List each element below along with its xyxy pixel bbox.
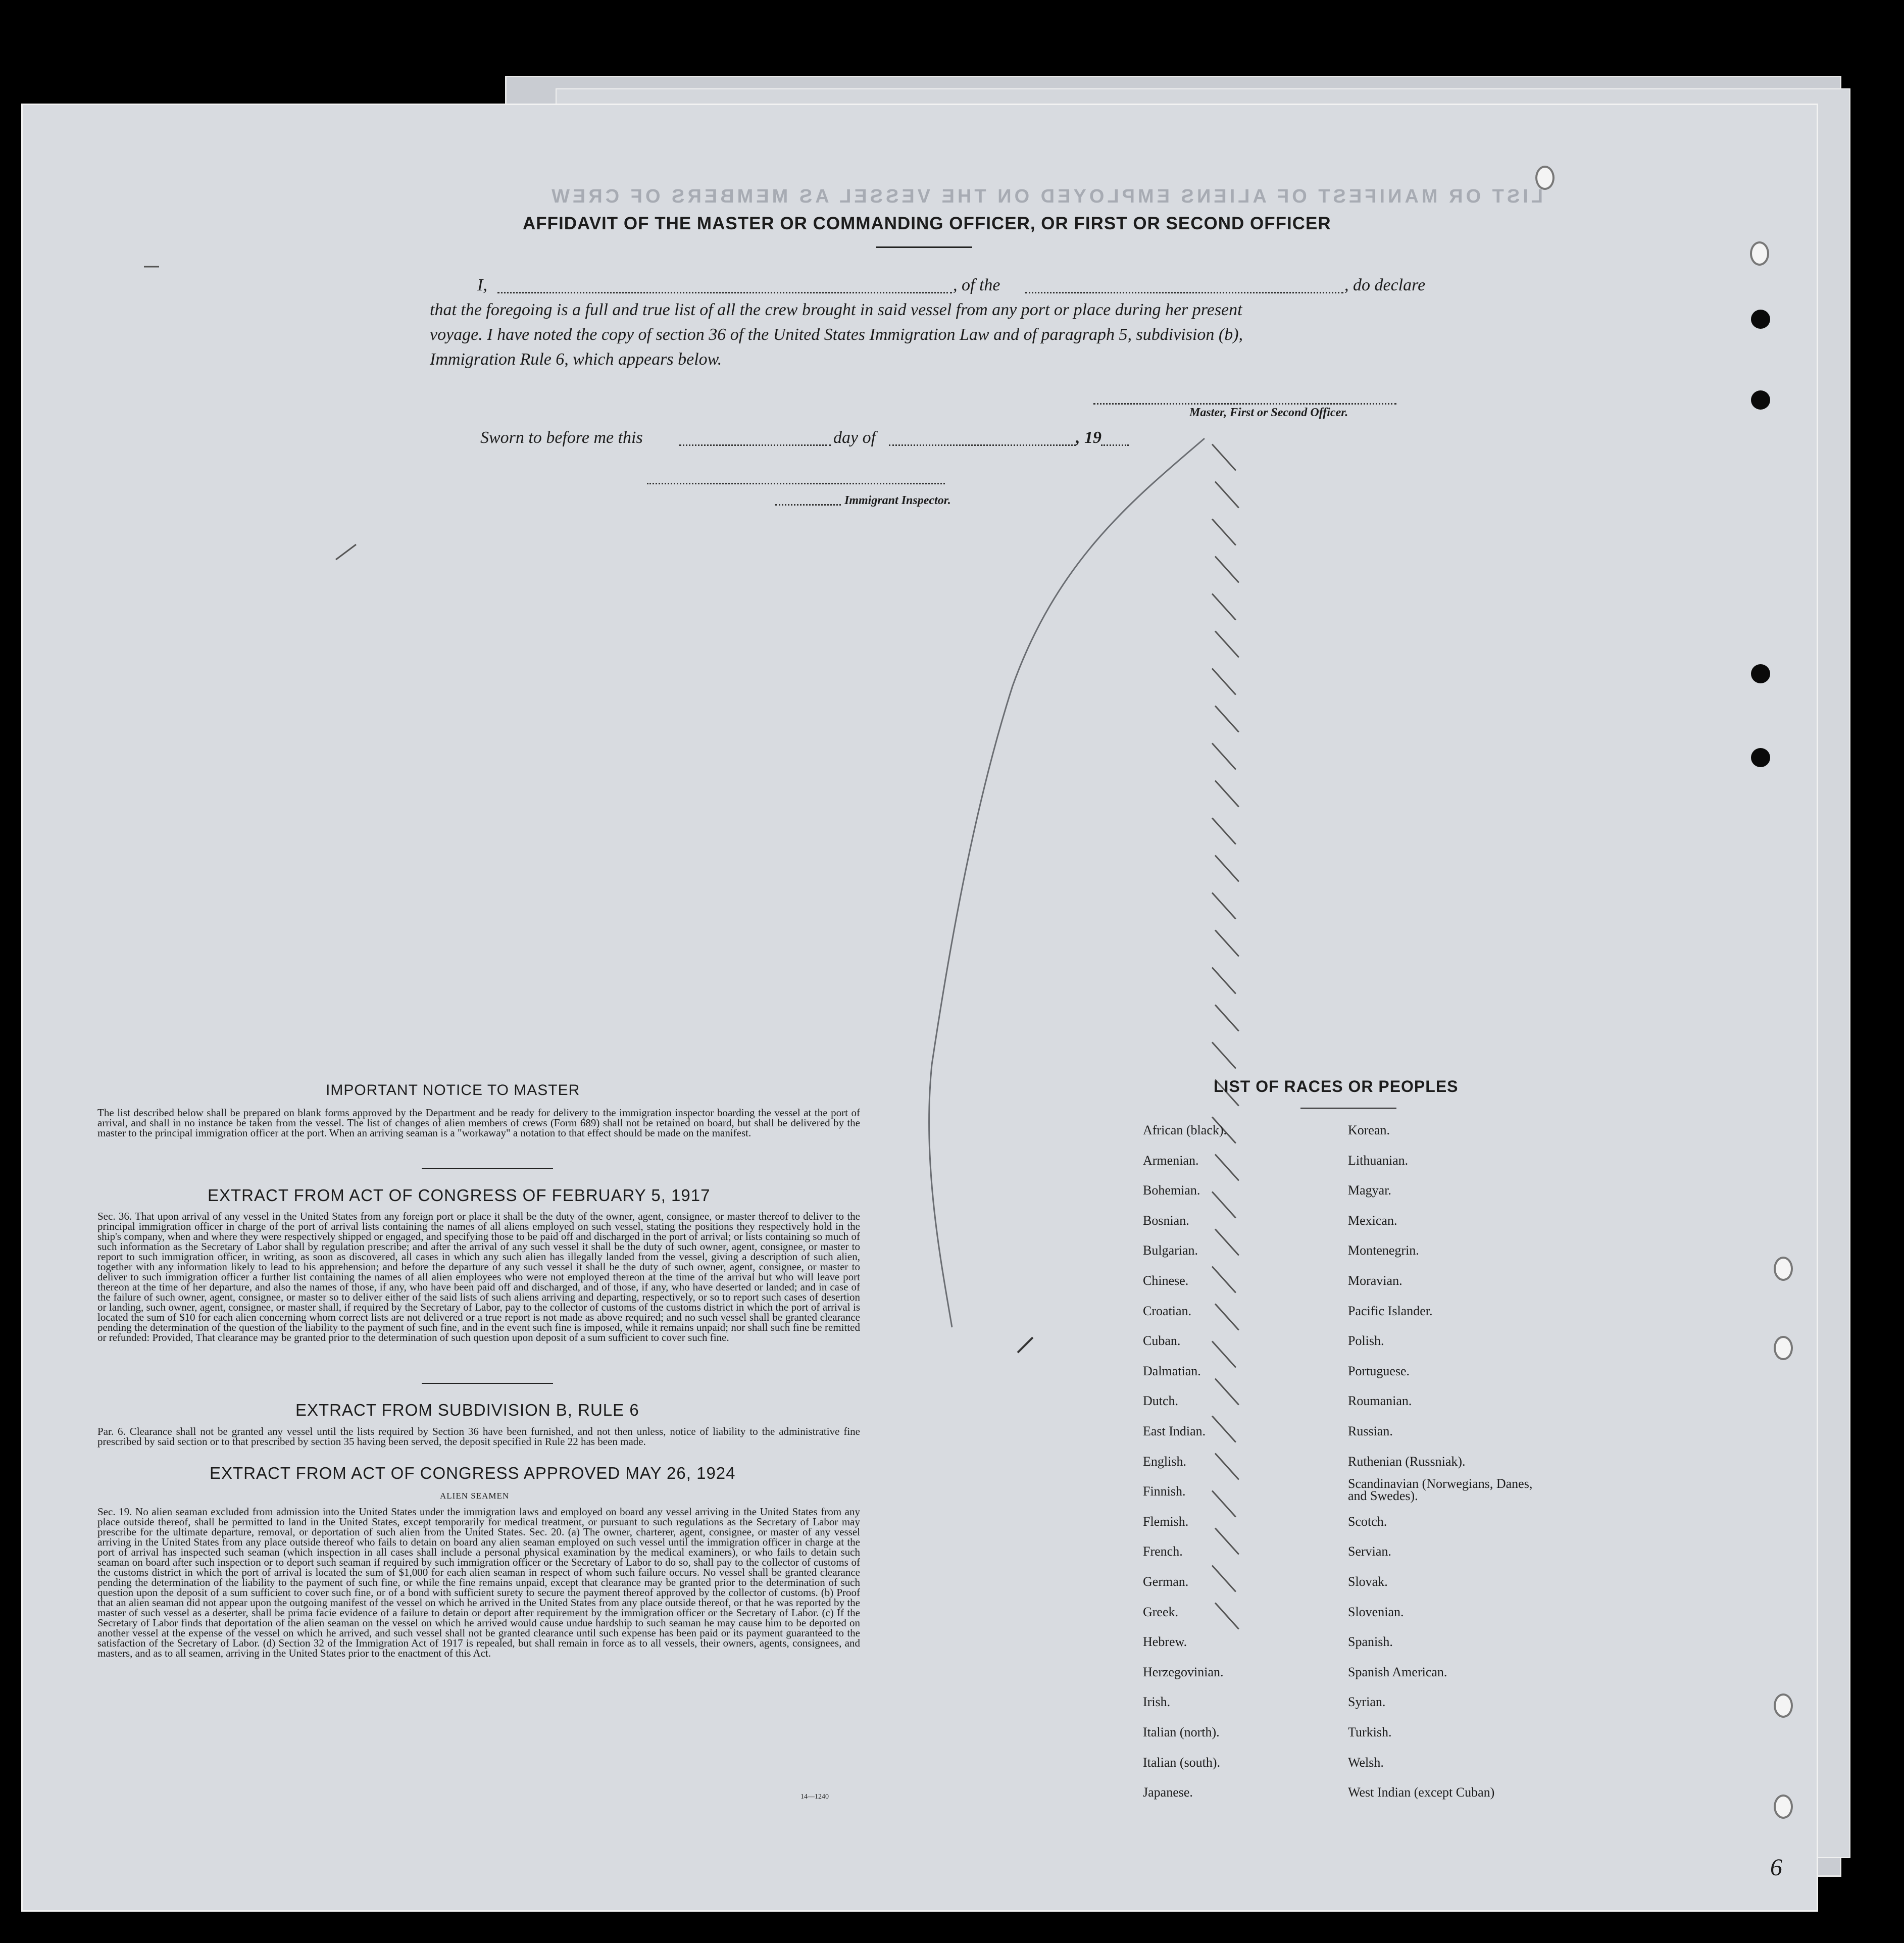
race-item: Moravian. (1348, 1273, 1402, 1288)
divider (422, 1168, 553, 1169)
race-item: Portuguese. (1348, 1363, 1410, 1378)
race-item: Russian. (1348, 1424, 1393, 1438)
race-item: Spanish American. (1348, 1664, 1447, 1679)
day-of-text: day of (833, 428, 876, 447)
race-item: French. (1143, 1544, 1183, 1559)
race-item: Syrian. (1348, 1695, 1386, 1710)
extract3-text: Sec. 19. No alien seaman excluded from admission into the United States under the immigration laws and employed on board any vessel arriving in the United States from any place outside thereof, shall be permitted to land in the United States, except temporarily for medical treatment, or pursuant to such regulations as the Secretary of Labor may prescribe for the ultimate departure, removal, or deportation of such alien from the United States. Sec. 20. (a) The owner, charterer, agent, consignee, or master of any vessel arriving in the United States from any place outside thereof who fails to detain on board any alien seaman employed on such vessel until the immigration officer in charge at the port of arrival has inspected such seaman (which inspection in all cases shall include a personal physical examination by the medical examiners), or who fails to detain such seaman on board after such inspection or to deport such seaman if required by such immigration officer or the Secretary of Labor to do so, shall pay to the collector of customs of the customs district in which the port of arrival is located the sum of $1,000 for each alien seaman in respect of whom such failure occurs. No vessel shall be granted clearance pending the determination of the liability to the payment of such fine, or while the fine remains unpaid, except that clearance may be granted prior to the determination of such question upon the deposit of a sum sufficient to cover such fine, or of a bond with sufficient surety to secure the payment thereof approved by the collector of customs. (b) Proof that an alien seaman did not appear upon the outgoing manifest of the vessel on which he arrived in the United States from any place outside thereof, or that he was reported by the master of such vessel as a deserter, shall be prima facie evidence of a failure to detain or deport after requirement by the immigration officer or the Secretary of Labor. (c) If the Secretary of Labor finds that deportation of the alien seaman on the vessel on which he arrived would cause undue hardship to such seaman he may cause him to be deported on another vessel at the expense of the vessel on which he arrived, and such vessel shall not be granted clearance until such expense has been paid or its payment guaranteed to the satisfaction of the Secretary of Labor. (d) Section 32 of the Immigration Act of 1917 is repealed, but shall remain in force as to all vessels, their owners, agents, consignees, and masters, and as to all seamen, arriving in the United States prior to the enactment of this Act. (97, 1506, 860, 1659)
signature-label: Master, First or Second Officer. (1189, 406, 1348, 419)
extract1-title: EXTRACT FROM ACT OF CONGRESS OF FEBRUARY 5, 1917 (208, 1186, 711, 1205)
race-item: Finnish. (1143, 1484, 1186, 1499)
notice-text: The list described below shall be prepared on blank forms approved by the Department and be ready for delivery to the immigration inspector boarding the vessel at the port of arrival, and shall in no instance be taken from the vessel. The list of changes of alien members of crews (Form 689) shall not be retained on board, but shall be delivered by the master to the principal immigration officer at the port. When an arriving seaman is a "workaway" a notation to that effect should be made on the manifest. (97, 1107, 860, 1139)
race-item: Bulgarian. (1143, 1243, 1198, 1258)
page-mark: 6 (1770, 1854, 1782, 1881)
race-item: Herzegovinian. (1143, 1664, 1224, 1679)
race-item: English. (1143, 1454, 1186, 1469)
race-item: Hebrew. (1143, 1634, 1187, 1650)
race-item: Dutch. (1143, 1393, 1179, 1409)
affidavit-declare: , do declare (1344, 276, 1426, 294)
race-item: Lithuanian. (1348, 1153, 1409, 1168)
affidavit-body-1: that the foregoing is a full and true list of all the crew brought in said vessel from any port or place during her present (430, 301, 1242, 319)
race-item: Japanese. (1143, 1785, 1193, 1800)
races-underline (1300, 1108, 1396, 1109)
race-item: Italian (north). (1143, 1725, 1220, 1739)
bleed-through-header: LIST OR MANIFEST OF ALIENS EMPLOYED ON THE VESSEL AS MEMBERS OF CREW (548, 186, 1543, 207)
races-title: LIST OF RACES OR PEOPLES (1214, 1077, 1459, 1095)
notice-title: IMPORTANT NOTICE TO MASTER (326, 1082, 580, 1099)
race-item: Dalmatian. (1143, 1363, 1201, 1378)
document-page (21, 104, 1818, 1912)
race-item: West Indian (except Cuban) (1348, 1785, 1495, 1800)
race-item: Scotch. (1348, 1514, 1387, 1529)
race-item: German. (1143, 1574, 1189, 1589)
race-item: Irish. (1143, 1695, 1171, 1710)
extract2-title: EXTRACT FROM SUBDIVISION B, RULE 6 (295, 1401, 639, 1419)
extract1-text: Sec. 36. That upon arrival of any vessel in the United States from any foreign port or place it shall be the duty of the owner, agent, consignee, or master thereof to deliver to the principal immigration officer in charge of the port of arrival lists containing the names of all aliens employed on such vessel, stating the positions they respectively hold in the ship's company, when and where they were respectively shipped or engaged, and specifying those to be paid off and discharged in the port of arrival; or lists containing so much of such information as the Secretary of Labor shall by regulation prescribe; and after the arrival of any such vessel it shall be the duty of such owner, agent, consignee, or master to report to such immigration officer, in writing, as soon as discovered, all cases in which any such alien has illegally landed from the vessel, giving a description of such alien, together with any information likely to lead to his apprehension; and before the departure of any such vessel it shall be the duty of such owner, agent, consignee, or master to deliver to such immigration officer a further list containing the names of all alien employees who were not employed thereon at the time of the arrival but who will leave port thereon at the time of her departure, and also the names of those, if any, who have been paid off and discharged, and of those, if any, who have deserted or landed; and in case of the failure of such owner, agent, consignee, or master so to deliver either of the said lists of such aliens arriving and departing, respectively, or so to report such cases of desertion or landing, such owner, agent, consignee, or master shall, if required by the Secretary of Labor, pay to the collector of customs of the customs district in which the port of arrival is located the sum of $10 for each alien concerning whom correct lists are not delivered or a true report is not made as above required; and no such vessel shall be granted clearance pending the determination of the question of the liability to the payment of such fine, and in the event such fine is imposed, while it remains unpaid; nor shall such fine be remitted or refunded: Provided, That clearance may be granted prior to the determination of such question upon deposit of a sum sufficient to cover such fine. (97, 1210, 860, 1343)
race-item: Bosnian. (1143, 1213, 1189, 1228)
race-item: Servian. (1348, 1544, 1391, 1559)
race-item: Croatian. (1143, 1303, 1192, 1318)
race-item: Roumanian. (1348, 1393, 1412, 1409)
affidavit-body-2: voyage. I have noted the copy of section 36 of the United States Immigration Law and of paragraph 5, subdivision (b), (430, 325, 1243, 344)
extract2-text: Par. 6. Clearance shall not be granted any vessel until the lists required by Section 36 have been furnished, and not then unless, notice of liability to the administrative fine prescribed by said section or to that prescribed by section 35 having been served, the deposit specified in Rule 22 has been made. (97, 1425, 860, 1448)
race-item: Korean. (1348, 1123, 1390, 1137)
race-item: Scandinavian (Norwegians, Danes, and Swedes). (1348, 1476, 1533, 1504)
race-item: Slovenian. (1348, 1604, 1404, 1619)
race-item: Greek. (1143, 1604, 1179, 1619)
race-item: Polish. (1348, 1333, 1384, 1349)
race-item: Ruthenian (Russniak). (1348, 1454, 1466, 1469)
affidavit-of-the: , of the (953, 276, 1000, 294)
race-item: Flemish. (1143, 1514, 1189, 1529)
race-item: Magyar. (1348, 1183, 1391, 1198)
race-item: Slovak. (1348, 1574, 1388, 1589)
race-item: Italian (south). (1143, 1755, 1221, 1770)
race-item: African (black). (1143, 1123, 1227, 1137)
race-item: Armenian. (1143, 1153, 1199, 1168)
race-item: Welsh. (1348, 1755, 1384, 1770)
year-prefix: , 19 (1076, 428, 1101, 447)
race-item: Turkish. (1348, 1725, 1392, 1739)
form-number: 14—1240 (800, 1793, 829, 1801)
race-item: Pacific Islander. (1348, 1303, 1433, 1318)
race-item: Mexican. (1348, 1213, 1397, 1228)
inspector-label: Immigrant Inspector. (844, 494, 951, 507)
race-item: Montenegrin. (1348, 1243, 1419, 1258)
extract3-subtitle: ALIEN SEAMEN (440, 1491, 510, 1501)
race-item: Chinese. (1143, 1273, 1189, 1288)
affidavit-i: I, (477, 276, 487, 294)
race-item: Bohemian. (1143, 1183, 1200, 1198)
race-item: Cuban. (1143, 1333, 1181, 1349)
divider (422, 1383, 553, 1384)
race-item: Spanish. (1348, 1634, 1393, 1650)
affidavit-body-3: Immigration Rule 6, which appears below. (430, 350, 722, 369)
sworn-text: Sworn to before me this (480, 428, 643, 447)
affidavit-title: AFFIDAVIT OF THE MASTER OR COMMANDING OFFICER, OR FIRST OR SECOND OFFICER (523, 214, 1331, 233)
extract3-title: EXTRACT FROM ACT OF CONGRESS APPROVED MAY 26, 1924 (210, 1464, 736, 1482)
race-item: East Indian. (1143, 1424, 1206, 1438)
